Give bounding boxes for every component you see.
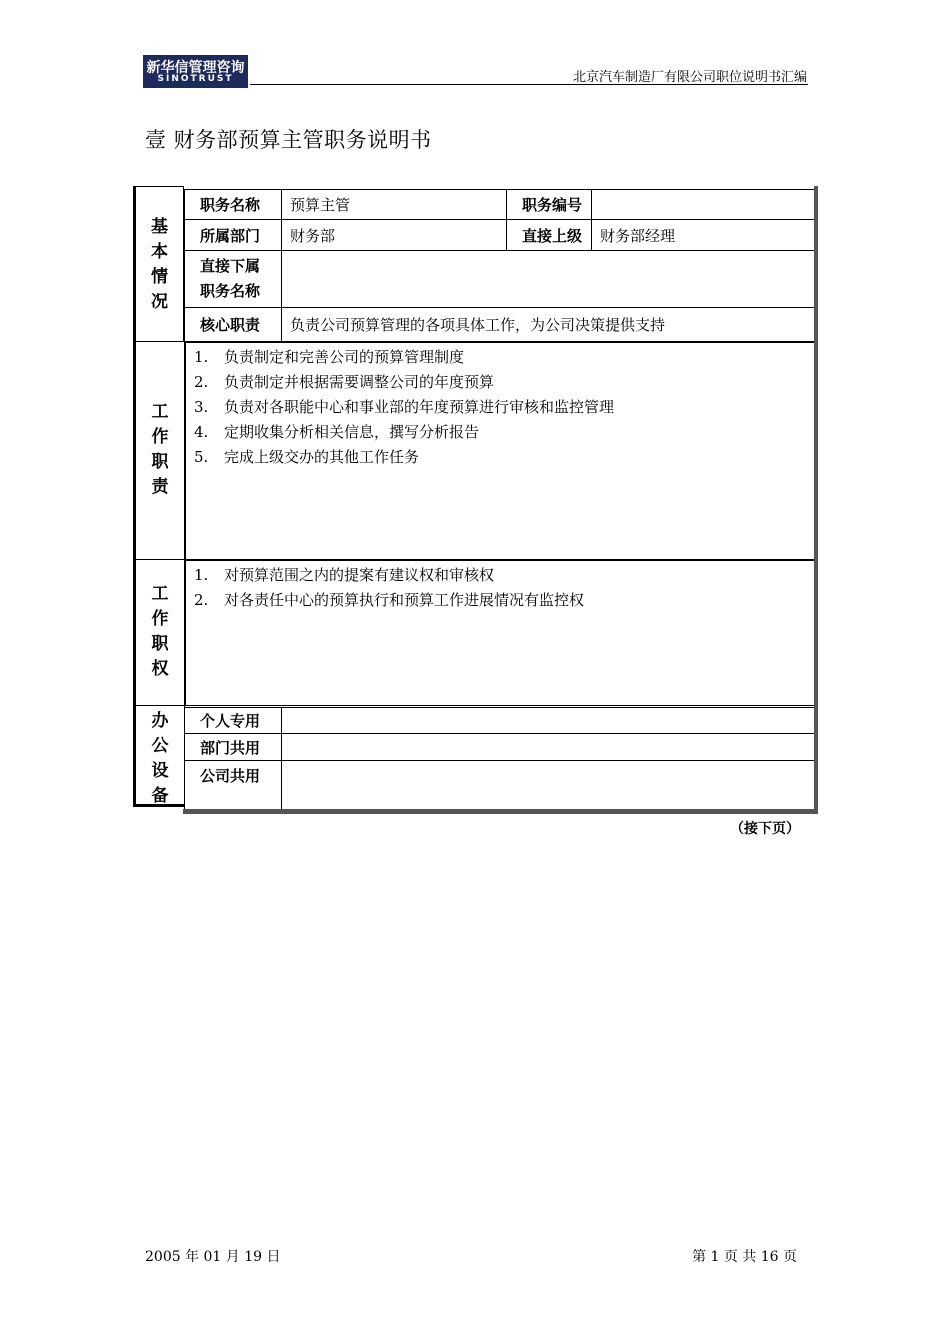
job-name-label: 职务名称: [184, 189, 282, 220]
company-equipment-value: [281, 760, 815, 812]
core-duty-row: [133, 307, 815, 342]
heading-char: 况: [151, 292, 168, 312]
company-equipment-row: [133, 760, 815, 812]
department-label: 所属部门: [184, 219, 282, 251]
duties-section: [133, 341, 815, 560]
heading-char: 工: [151, 584, 169, 604]
duties-list: [184, 341, 815, 560]
footer-page-number: 第 1 页 共 16 页: [692, 1249, 797, 1265]
heading-char: 办: [151, 711, 169, 731]
personal-equipment-label: 个人专用: [184, 707, 282, 734]
heading-char: 本: [151, 242, 168, 262]
dept-equipment-label: 部门共用: [184, 733, 282, 761]
footer-date: 2005 年 01 月 19 日: [145, 1249, 281, 1265]
list-item: 2. 负责制定并根据需要调整公司的年度预算: [194, 373, 495, 391]
list-item: 3. 负责对各职能中心和事业部的年度预算进行审核和监控管理: [194, 398, 615, 416]
superior-label: 直接上级: [506, 219, 592, 251]
table-shadow-right: [814, 186, 818, 814]
subordinate-value: [281, 250, 815, 308]
authority-section: [133, 559, 815, 706]
core-duty-label: 核心职责: [184, 307, 282, 342]
continue-note: （接下页）: [730, 821, 800, 837]
subordinate-label-line1: 直接下属: [200, 257, 261, 275]
heading-char: 基: [151, 217, 168, 237]
heading-char: 作: [151, 427, 169, 447]
document-series-title: 北京汽车制造厂有限公司职位说明书汇编: [572, 70, 807, 85]
heading-char: 设: [151, 761, 169, 781]
list-item: 1. 负责制定和完善公司的预算管理制度: [194, 348, 465, 366]
department-row: [133, 219, 815, 251]
personal-equipment-row: [133, 707, 815, 734]
job-number-label: 职务编号: [506, 189, 592, 220]
subordinate-row: [133, 250, 815, 308]
heading-char: 公: [151, 736, 169, 756]
duties-heading: [133, 341, 185, 560]
personal-equipment-value: [281, 707, 815, 734]
heading-char: 备: [151, 786, 169, 806]
dept-equipment-row: [133, 733, 815, 761]
subordinate-label: [184, 250, 282, 308]
heading-char: 工: [151, 402, 169, 422]
logo-english-text: SINOTRUST: [157, 74, 234, 84]
department-value: 财务部: [281, 219, 507, 251]
job-name-row: [133, 189, 815, 220]
job-name-value: 预算主管: [281, 189, 507, 220]
table-shadow-bottom: [183, 809, 818, 814]
superior-value: 财务部经理: [591, 219, 815, 251]
list-item: 1. 对预算范围之内的提案有建议权和审核权: [194, 566, 495, 584]
authority-list: [184, 559, 815, 706]
job-number-value: [591, 189, 815, 220]
heading-char: 作: [151, 609, 169, 629]
heading-char: 职: [151, 634, 169, 654]
core-duty-value: 负责公司预算管理的各项具体工作，为公司决策提供支持: [281, 307, 815, 342]
dept-equipment-value: [281, 733, 815, 761]
heading-char: 责: [151, 477, 169, 497]
page-title: 壹 财务部预算主管职务说明书: [145, 128, 432, 152]
list-item: 2. 对各责任中心的预算执行和预算工作进展情况有监控权: [194, 591, 585, 609]
heading-char: 权: [151, 659, 169, 679]
company-equipment-label: 公司共用: [184, 760, 282, 812]
heading-char: 职: [151, 452, 169, 472]
list-item: 4. 定期收集分析相关信息，撰写分析报告: [194, 423, 480, 441]
list-item: 5. 完成上级交办的其他工作任务: [194, 448, 420, 466]
logo-chinese-text: 新华信管理咨询: [146, 60, 245, 76]
subordinate-label-line2: 职务名称: [200, 282, 261, 300]
company-logo: [143, 55, 248, 88]
heading-char: 情: [151, 267, 168, 287]
authority-heading: [133, 559, 185, 706]
